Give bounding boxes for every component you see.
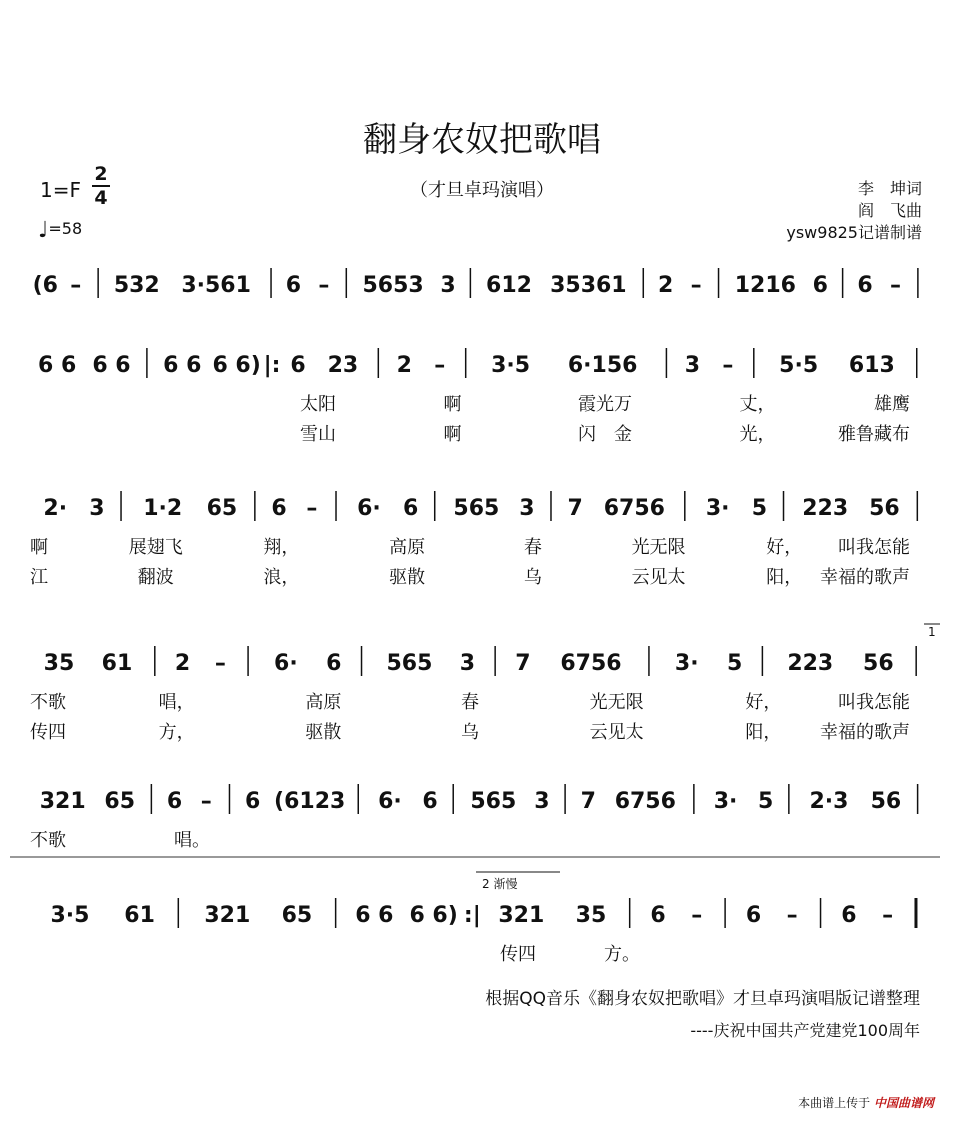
- lyric-syllable: 驱散: [389, 567, 426, 588]
- note-group: 6: [745, 903, 762, 928]
- note-group: (6123: [274, 789, 346, 814]
- note-group: 56: [863, 651, 894, 676]
- lyric-syllable: 雪山: [300, 424, 336, 445]
- key-signature: 1=F: [40, 178, 81, 202]
- note-group: 56: [869, 496, 900, 521]
- lyric-syllable: 展翅飞: [128, 537, 183, 558]
- repeat-sign: :|: [463, 903, 481, 928]
- note-group: 6: [841, 903, 857, 928]
- source-note: 根据QQ音乐《翻身农奴把歌唱》才旦卓玛演唱版记谱整理: [485, 989, 920, 1009]
- note-group: 56: [870, 789, 902, 814]
- lyric-syllable: 高原: [305, 692, 342, 713]
- lyric-syllable: 传四: [500, 944, 536, 965]
- note-group: 3·5: [491, 353, 531, 378]
- lyric-syllable: 闪 金: [578, 424, 632, 445]
- note-group: 6·: [274, 651, 298, 676]
- time-signature-top: 2: [94, 163, 108, 185]
- note-group: 6·: [378, 789, 402, 814]
- note-group: 3: [89, 496, 105, 521]
- note-group: 5: [757, 789, 774, 814]
- note-group: 6 6: [355, 903, 394, 928]
- note-group: 2·: [43, 496, 68, 521]
- note-group: 2: [396, 353, 412, 378]
- note-group: 565: [470, 789, 517, 814]
- lyric-syllable: 翔，: [263, 537, 300, 558]
- note-group: 6756: [614, 789, 676, 814]
- note-group: 565: [386, 651, 433, 676]
- note-group: 223: [802, 496, 849, 521]
- note-group: 3: [459, 651, 476, 676]
- composer-credit: 阎 飞曲: [857, 201, 922, 220]
- lyric-syllable: 雅鲁藏布: [838, 424, 910, 445]
- note-group: 65: [281, 903, 313, 928]
- lyric-syllable: 光无限: [631, 537, 686, 558]
- note-group: 7: [515, 651, 531, 676]
- lyric-syllable: 乌: [523, 567, 542, 588]
- note-group: 6: [812, 273, 828, 298]
- note-group: 321: [39, 789, 86, 814]
- lyric-syllable: 雄鹰: [874, 394, 910, 415]
- note-group: 1216: [734, 273, 796, 298]
- note-group: 61: [101, 651, 133, 676]
- time-signature-bottom: 4: [94, 187, 108, 209]
- note-group: 6 6): [212, 353, 261, 378]
- lyric-syllable: 光无限: [589, 692, 644, 713]
- lyric-syllable: 霞光万: [578, 394, 632, 415]
- lyric-syllable: 云见太: [631, 567, 686, 588]
- note-group: –: [890, 273, 902, 298]
- note-group: 3·: [705, 496, 730, 521]
- note-group: 35361: [550, 273, 627, 298]
- lyric-syllable: 太阳: [300, 394, 336, 415]
- note-group: 6756: [603, 496, 665, 521]
- note-group: –: [690, 273, 702, 298]
- lyric-syllable: 阳，: [745, 722, 782, 743]
- lyric-syllable: 光，: [739, 424, 776, 445]
- performer-subtitle: （才旦卓玛演唱）: [410, 180, 554, 201]
- note-group: 5: [751, 496, 768, 521]
- lyric-syllable: 春: [523, 537, 542, 558]
- note-group: 2·3: [809, 789, 849, 814]
- note-group: –: [70, 273, 82, 298]
- lyric-syllable: 江: [30, 567, 48, 588]
- note-group: 7: [567, 496, 583, 521]
- note-group: 223: [787, 651, 834, 676]
- lyric-syllable: 啊: [30, 537, 48, 558]
- repeat-sign: |:: [263, 353, 281, 378]
- note-group: 532: [113, 273, 160, 298]
- note-group: 35: [575, 903, 607, 928]
- note-group: –: [306, 496, 318, 521]
- note-group: 23: [327, 353, 359, 378]
- lyric-syllable: 唱，: [158, 692, 195, 713]
- note-group: 321: [498, 903, 545, 928]
- note-group: 6: [422, 789, 438, 814]
- page-title: 翻身农奴把歌唱: [363, 120, 601, 160]
- lyric-syllable: 方，: [158, 722, 195, 743]
- note-group: (6: [32, 273, 58, 298]
- note-group: 2: [174, 651, 191, 676]
- lyric-syllable: 不歌: [30, 692, 66, 713]
- note-group: 65: [206, 496, 238, 521]
- note-group: 6 6: [163, 353, 202, 378]
- note-group: 6·: [357, 496, 381, 521]
- volta-bracket-label: 1: [928, 625, 936, 639]
- note-group: 6 6: [92, 353, 131, 378]
- lyric-syllable: 阳，: [766, 567, 803, 588]
- transcriber-credit: ysw9825记谱制谱: [786, 223, 922, 242]
- volta-bracket-label: 2 渐慢: [482, 877, 518, 891]
- note-group: 1·2: [143, 496, 183, 521]
- note-group: –: [318, 273, 330, 298]
- note-group: 6: [857, 273, 873, 298]
- lyric-syllable: 啊: [443, 424, 462, 445]
- note-group: 7: [580, 789, 596, 814]
- note-group: 6: [402, 496, 419, 521]
- note-group: 2: [657, 273, 674, 298]
- note-group: 6 6): [409, 903, 458, 928]
- note-group: 565: [453, 496, 500, 521]
- note-group: 5·5: [779, 353, 819, 378]
- lyric-syllable: 好，: [745, 692, 782, 713]
- note-group: 6: [650, 903, 666, 928]
- lyric-syllable: 传四: [30, 722, 66, 743]
- lyric-syllable: 驱散: [305, 722, 342, 743]
- note-group: –: [214, 651, 226, 676]
- lyric-syllable: 方。: [604, 944, 640, 965]
- note-group: 6: [285, 273, 302, 298]
- note-group: –: [691, 903, 703, 928]
- note-group: 65: [104, 789, 136, 814]
- lyric-syllable: 浪，: [263, 567, 300, 588]
- note-group: 3: [440, 273, 456, 298]
- lyric-syllable: 云见太: [589, 722, 644, 743]
- note-group: 6756: [560, 651, 622, 676]
- lyricist-credit: 李 坤词: [857, 179, 922, 198]
- note-group: 6: [326, 651, 342, 676]
- note-group: –: [882, 903, 894, 928]
- note-group: 6·156: [567, 353, 638, 378]
- dedication-note: ----庆祝中国共产党建党100周年: [690, 1021, 920, 1040]
- note-group: 612: [486, 273, 532, 298]
- note-group: 613: [848, 353, 895, 378]
- upload-note: [798, 1094, 934, 1111]
- lyric-syllable: 高原: [389, 537, 426, 558]
- note-group: 6: [245, 789, 261, 814]
- lyric-syllable: 叫我怎能: [838, 692, 910, 713]
- note-group: 3·: [713, 789, 738, 814]
- note-group: –: [786, 903, 798, 928]
- note-group: 3·5: [50, 903, 90, 928]
- note-group: 5653: [362, 273, 424, 298]
- site-logo: 中国曲谱网: [873, 1096, 934, 1110]
- lyric-syllable: 幸福的歌声: [820, 567, 910, 588]
- tempo-value: =58: [48, 219, 83, 238]
- note-group: 35: [43, 651, 75, 676]
- note-group: 3: [534, 789, 550, 814]
- note-group: 3: [684, 353, 701, 378]
- note-group: –: [722, 353, 734, 378]
- note-group: 6: [290, 353, 306, 378]
- lyric-syllable: 叫我怎能: [838, 537, 910, 558]
- quarter-note-icon: ♩: [38, 218, 49, 243]
- lyric-syllable: 啊: [443, 394, 462, 415]
- note-group: 3: [519, 496, 535, 521]
- note-group: 5: [726, 651, 743, 676]
- lyric-syllable: 唱。: [174, 830, 210, 851]
- note-group: 3·: [674, 651, 699, 676]
- note-group: 321: [204, 903, 251, 928]
- note-group: 61: [124, 903, 155, 928]
- lyric-syllable: 不歌: [30, 830, 66, 851]
- note-group: 6 6: [38, 353, 77, 378]
- note-group: –: [434, 353, 446, 378]
- lyric-syllable: 丈，: [739, 394, 776, 415]
- lyric-syllable: 翻波: [137, 567, 174, 588]
- upload-text: 本曲谱上传于: [798, 1096, 871, 1110]
- lyric-syllable: 好，: [766, 537, 803, 558]
- lyric-syllable: 乌: [461, 722, 479, 743]
- note-group: 6: [271, 496, 287, 521]
- note-group: 3·561: [181, 273, 251, 298]
- lyric-syllable: 春: [461, 692, 479, 713]
- lyric-syllable: 幸福的歌声: [820, 722, 910, 743]
- note-group: 6: [166, 789, 183, 814]
- note-group: –: [200, 789, 212, 814]
